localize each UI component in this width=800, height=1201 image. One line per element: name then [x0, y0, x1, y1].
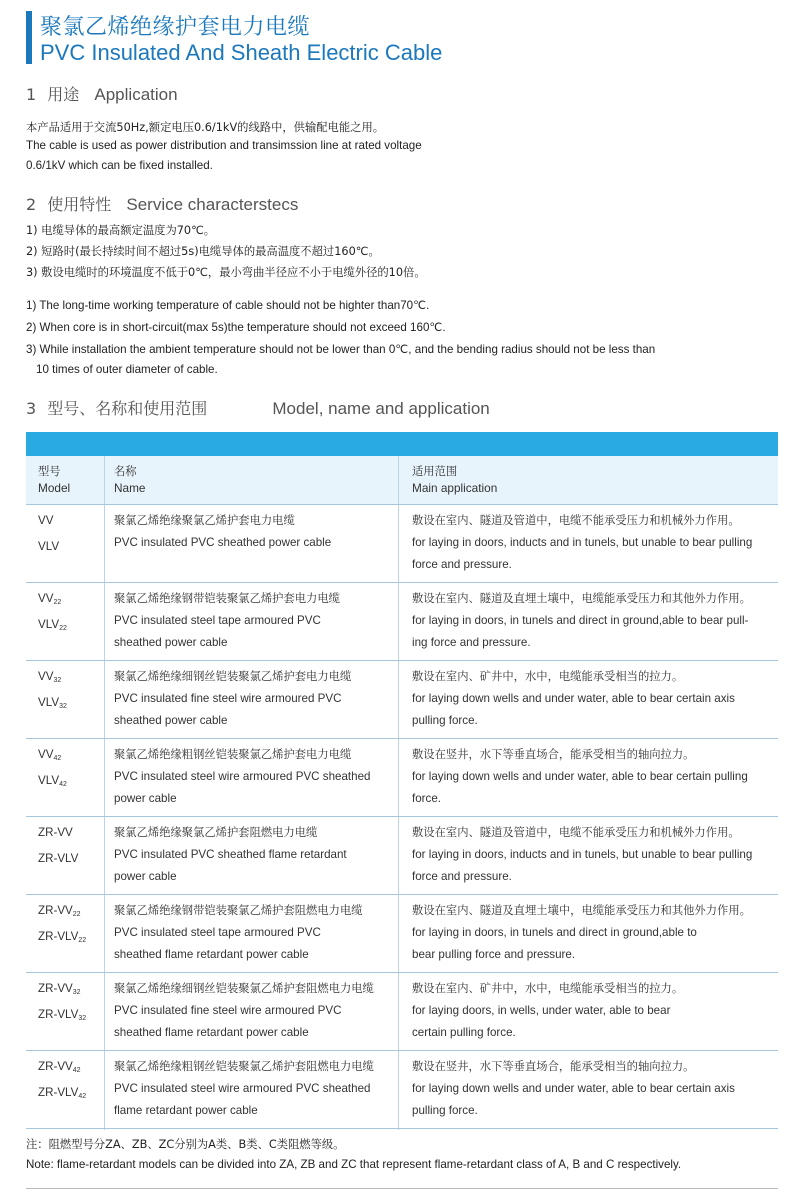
table-row: [26, 660, 778, 738]
name-cn: 聚氯乙烯绝缘钢带铠装聚氯乙烯护套电力电缆: [114, 592, 340, 605]
section-2-title-en: Service characterstecs: [126, 195, 299, 214]
model-cell: [38, 588, 67, 640]
model-code-text: VV: [38, 748, 54, 761]
model-code: [38, 666, 67, 692]
model-code: [38, 926, 86, 952]
name-en: PVC insulated steel wire armoured PVC sheathed: [114, 770, 371, 783]
application-cn: 敷设在室内、隧道及直埋土壤中，电缆能承受压力和其他外力作用。: [412, 592, 751, 605]
model-code: [38, 900, 86, 926]
model-code-subscript: 42: [78, 1093, 87, 1100]
name-cn: 聚氯乙烯绝缘钢带铠装聚氯乙烯护套阻燃电力电缆: [114, 904, 363, 917]
model-cell: [38, 510, 59, 562]
application-en: pulling force.: [412, 714, 478, 727]
model-code-text: VLV: [38, 540, 60, 553]
section-2-heading: [26, 192, 298, 215]
name-en: PVC insulated steel tape armoured PVC: [114, 614, 321, 627]
application-en: for laying in doors, inducts and in tunels, but unable to bear pulling: [412, 536, 753, 549]
model-code: [38, 614, 67, 640]
model-code: [38, 1004, 86, 1030]
section-2-en-item: 3) While installation the ambient temperature should not be lower than 0℃, and the bending radius should not be less than: [26, 343, 656, 356]
application-cn: 敷设在竖井，水下等垂直场合，能承受相当的轴向拉力。: [412, 748, 695, 761]
table-row: [26, 894, 778, 972]
name-cn: 聚氯乙烯绝缘粗钢丝铠装聚氯乙烯护套阻燃电力电缆: [114, 1060, 374, 1073]
section-2-number: 2: [26, 195, 37, 214]
header-model-cn: 型号: [38, 465, 61, 478]
application-en: for laying doors, in wells, under water, able to bear: [412, 1004, 671, 1017]
header-model-en: Model: [38, 481, 71, 495]
application-cell: [412, 510, 752, 576]
application-en: certain pulling force.: [412, 1026, 516, 1039]
section-2-en-item: 10 times of outer diameter of cable.: [36, 363, 218, 376]
model-cell: [38, 822, 78, 874]
footnote-en: Note: flame-retardant models can be divided into ZA, ZB and ZC that represent flame-retardant class of A, B and C respectively.: [26, 1158, 682, 1171]
section-2-title-cn: 使用特性: [47, 195, 112, 214]
footnote-cn: 注：阻燃型号分ZA、ZB、ZC分别为A类、B类、C类阻燃等级。: [26, 1138, 345, 1151]
model-code: [38, 978, 86, 1004]
name-cell: [114, 900, 363, 966]
model-code: [38, 510, 59, 536]
model-code-text: ZR-VLV: [38, 1086, 79, 1099]
section-1-title-en: Application: [94, 85, 178, 104]
application-en: for laying in doors, in tunels and direct in ground,able to bear pull-: [412, 614, 749, 627]
model-code-subscript: 32: [72, 989, 81, 996]
application-cn: 敷设在室内、隧道及管道中，电缆不能承受压力和机械外力作用。: [412, 826, 740, 839]
section-3-heading: [26, 396, 490, 419]
name-en: PVC insulated PVC sheathed flame retardant: [114, 848, 347, 861]
name-cn: 聚氯乙烯绝缘聚氯乙烯护套电力电缆: [114, 514, 295, 527]
application-en: force.: [412, 792, 441, 805]
application-en: for laying in doors, in tunels and direct in ground,able to: [412, 926, 697, 939]
name-cell: [114, 822, 347, 888]
model-code-text: VLV: [38, 696, 60, 709]
application-cell: [412, 744, 748, 810]
name-cn: 聚氯乙烯绝缘粗钢丝铠装聚氯乙烯护套电力电缆: [114, 748, 352, 761]
application-cell: [412, 978, 683, 1044]
section-1-text: 0.6/1kV which can be fixed installed.: [26, 159, 213, 172]
application-en: for laying down wells and under water, able to bear certain pulling: [412, 770, 748, 783]
model-cell: [38, 900, 86, 952]
name-en: PVC insulated fine steel wire armoured PVC: [114, 692, 342, 705]
application-en: pulling force.: [412, 1104, 478, 1117]
application-cell: [412, 822, 752, 888]
name-cn: 聚氯乙烯绝缘聚氯乙烯护套阻燃电力电缆: [114, 826, 318, 839]
application-cn: 敷设在室内、矿井中，水中，电缆能承受相当的拉力。: [412, 670, 684, 683]
model-code-text: VV: [38, 670, 54, 683]
model-code-subscript: 22: [53, 599, 62, 606]
name-cell: [114, 510, 331, 554]
application-en: for laying in doors, inducts and in tunels, but unable to bear pulling: [412, 848, 753, 861]
application-en: for laying down wells and under water, able to bear certain axis: [412, 692, 735, 705]
model-code-text: ZR-VLV: [38, 930, 79, 943]
name-en: PVC insulated steel wire armoured PVC sheathed: [114, 1082, 371, 1095]
name-en: sheathed power cable: [114, 714, 228, 727]
model-code: [38, 848, 78, 874]
name-en: sheathed flame retardant power cable: [114, 1026, 309, 1039]
table-row: [26, 1050, 778, 1128]
model-code: [38, 692, 67, 718]
application-en: bear pulling force and pressure.: [412, 948, 576, 961]
header-app-en: Main application: [412, 481, 498, 495]
model-code-subscript: 42: [53, 755, 62, 762]
table-row: [26, 504, 778, 582]
table-header-row: [26, 456, 778, 504]
name-cell: [114, 1056, 374, 1122]
application-cell: [412, 666, 735, 732]
section-1-text: 本产品适用于交流50Hz,额定电压0.6/1kV的线路中，供输配电能之用。: [26, 121, 385, 134]
name-cn: 聚氯乙烯绝缘细钢丝铠装聚氯乙烯护套阻燃电力电缆: [114, 982, 374, 995]
header-name-cn: 名称: [114, 465, 137, 478]
header-model: [38, 463, 70, 497]
model-code-subscript: 42: [59, 781, 67, 788]
section-2-cn-item: 1) 电缆导体的最高额定温度为70℃。: [26, 224, 216, 237]
model-cell: [38, 666, 67, 718]
name-cn: 聚氯乙烯绝缘细钢丝铠装聚氯乙烯护套电力电缆: [114, 670, 352, 683]
section-3-title-en: Model, name and application: [272, 399, 490, 418]
model-code: [38, 1056, 86, 1082]
name-cell: [114, 588, 340, 654]
name-en: PVC insulated steel tape armoured PVC: [114, 926, 321, 939]
application-en: for laying down wells and under water, able to bear certain axis: [412, 1082, 735, 1095]
model-code-subscript: 22: [78, 937, 87, 944]
model-code: [38, 770, 67, 796]
model-table: [26, 432, 778, 1130]
header-app-cn: 适用范围: [412, 465, 458, 478]
application-en: force and pressure.: [412, 558, 512, 571]
application-en: force and pressure.: [412, 870, 512, 883]
name-cell: [114, 744, 370, 810]
model-code-text: ZR-VV: [38, 982, 73, 995]
model-code-text: ZR-VLV: [38, 1008, 79, 1021]
name-en: power cable: [114, 870, 177, 883]
model-code: [38, 588, 67, 614]
application-cn: 敷设在室内、隧道及管道中，电缆不能承受压力和机械外力作用。: [412, 514, 740, 527]
model-code-subscript: 32: [53, 677, 62, 684]
section-1-number: 1: [26, 85, 37, 104]
section-2-en-item: 2) When core is in short-circuit(max 5s)the temperature should not exceed 160℃.: [26, 321, 446, 334]
name-en: PVC insulated fine steel wire armoured PVC: [114, 1004, 342, 1017]
table-top-bar: [26, 432, 778, 456]
table-row: [26, 972, 778, 1050]
model-code-subscript: 32: [78, 1015, 87, 1022]
name-en: flame retardant power cable: [114, 1104, 258, 1117]
page-title-cn: 聚氯乙烯绝缘护套电力电缆: [40, 15, 311, 40]
row-divider: [26, 1128, 778, 1129]
header-name-en: Name: [114, 481, 146, 495]
model-code-text: ZR-VV: [38, 826, 73, 839]
model-code-text: VLV: [38, 618, 60, 631]
name-en: power cable: [114, 792, 177, 805]
title-accent-bar: [26, 11, 32, 64]
model-code: [38, 536, 59, 562]
model-cell: [38, 978, 86, 1030]
model-code-text: VV: [38, 514, 54, 527]
application-cell: [412, 588, 751, 654]
name-en: sheathed power cable: [114, 636, 228, 649]
application-cell: [412, 1056, 735, 1122]
section-1-heading: [26, 82, 178, 105]
table-row: [26, 816, 778, 894]
model-cell: [38, 744, 67, 796]
model-code-text: ZR-VV: [38, 1060, 73, 1073]
application-cell: [412, 900, 751, 966]
header-application: [412, 463, 497, 497]
model-code-subscript: 32: [59, 703, 67, 710]
name-cell: [114, 978, 374, 1044]
table-row: [26, 582, 778, 660]
application-cn: 敷设在室内、隧道及直埋土壤中，电缆能承受压力和其他外力作用。: [412, 904, 751, 917]
section-1-text: The cable is used as power distribution and transimssion line at rated voltage: [26, 139, 422, 152]
bottom-divider: [26, 1188, 778, 1189]
model-code-text: VV: [38, 592, 54, 605]
name-en: PVC insulated PVC sheathed power cable: [114, 536, 332, 549]
model-code-subscript: 22: [72, 911, 81, 918]
page-title-en: PVC Insulated And Sheath Electric Cable: [40, 40, 443, 65]
model-cell: [38, 1056, 86, 1108]
section-3-number: 3: [26, 399, 37, 418]
application-cn: 敷设在竖井，水下等垂直场合，能承受相当的轴向拉力。: [412, 1060, 695, 1073]
application-cn: 敷设在室内、矿井中，水中，电缆能承受相当的拉力。: [412, 982, 684, 995]
model-code: [38, 1082, 86, 1108]
model-code-text: ZR-VLV: [38, 852, 79, 865]
model-code-text: ZR-VV: [38, 904, 73, 917]
table-row: [26, 738, 778, 816]
name-en: sheathed flame retardant power cable: [114, 948, 309, 961]
section-2-cn-item: 3) 敷设电缆时的环境温度不低于0℃，最小弯曲半径应不小于电缆外径的10倍。: [26, 266, 426, 279]
section-2-cn-item: 2) 短路时(最长持续时间不超过5s)电缆导体的最高温度不超过160℃。: [26, 245, 380, 258]
header-name: [114, 463, 145, 497]
name-cell: [114, 666, 351, 732]
model-code: [38, 744, 67, 770]
model-code-text: VLV: [38, 774, 60, 787]
section-2-en-item: 1) The long-time working temperature of cable should not be highter than70℃.: [26, 299, 430, 312]
application-en: ing force and pressure.: [412, 636, 531, 649]
model-code-subscript: 22: [59, 625, 67, 632]
section-1-title-cn: 用途: [47, 85, 80, 104]
model-code-subscript: 42: [72, 1067, 81, 1074]
section-3-title-cn: 型号、名称和使用范围: [47, 399, 208, 418]
model-code: [38, 822, 78, 848]
